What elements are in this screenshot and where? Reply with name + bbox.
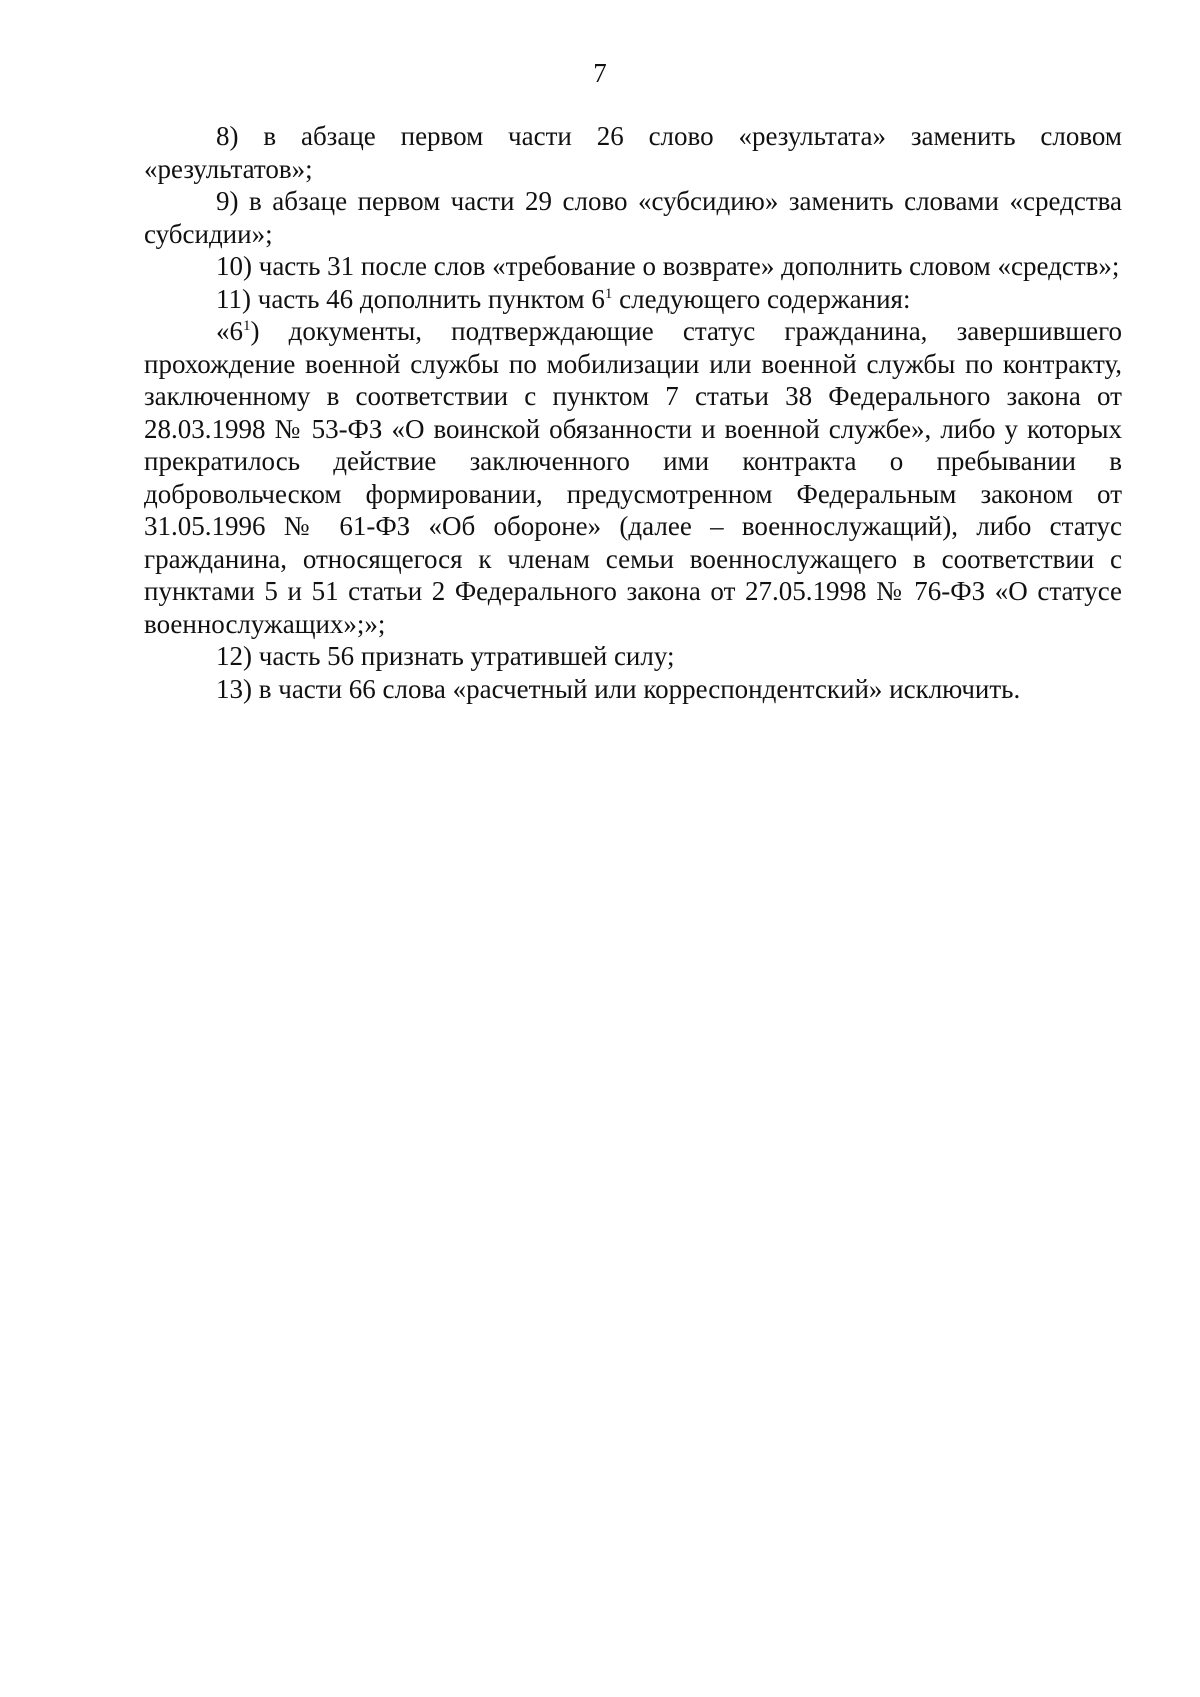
page-number: 7 <box>593 58 607 88</box>
document-body <box>144 120 1122 705</box>
inserted-clause-lead: «6 <box>216 316 243 346</box>
amendment-item-11-lead: 11) часть 46 дополнить пунктом 6 <box>216 283 605 314</box>
amendment-item-13: 13) в части 66 слова «расчетный или корреспондентский» исключить. <box>216 673 1021 704</box>
inserted-clause-text: ) документы, подтверждающие статус гражданина, завершившего прохождение военной службы по мобилизации или военной службы по контракту, заключенному в соответствии с пунктом 7 статьи 38 Федерального закона от 28.03.1998 № 53-ФЗ «О воинской обязанности и военной службе», либо у которых прекратилось действие заключенного ими контракта о пребывании в добровольческом формировании, предусмотренном Федеральным законом от 31.05.1996 № 61-ФЗ «Об обороне» (далее – военнослужащий), либо статус гражданина, относящегося к членам семьи военнослужащего в соответствии с пунктами 5 и 51 статьи 2 Федерального закона от 27.05.1998 № 76-ФЗ «О статусе военнослужащих»;»; <box>144 316 1122 639</box>
amendment-item-9: 9) в абзаце первом части 29 слово «субсидию» заменить словами «средства субсидии»; <box>144 186 1122 249</box>
amendment-item-11 <box>144 283 1122 316</box>
inserted-clause-6-1 <box>144 315 1122 640</box>
amendment-item-11-tail: следующего содержания: <box>612 283 911 314</box>
amendment-item-10: 10) часть 31 после слов «требование о возврате» дополнить словом «средств»; <box>216 251 1120 281</box>
amendment-item-12: 12) часть 56 признать утратившей силу; <box>216 641 675 671</box>
amendment-item-8: 8) в абзаце первом части 26 слово «результата» заменить словом «результатов»; <box>144 121 1122 184</box>
superscript-mark: 1 <box>243 318 251 334</box>
superscript-mark: 1 <box>604 285 613 302</box>
